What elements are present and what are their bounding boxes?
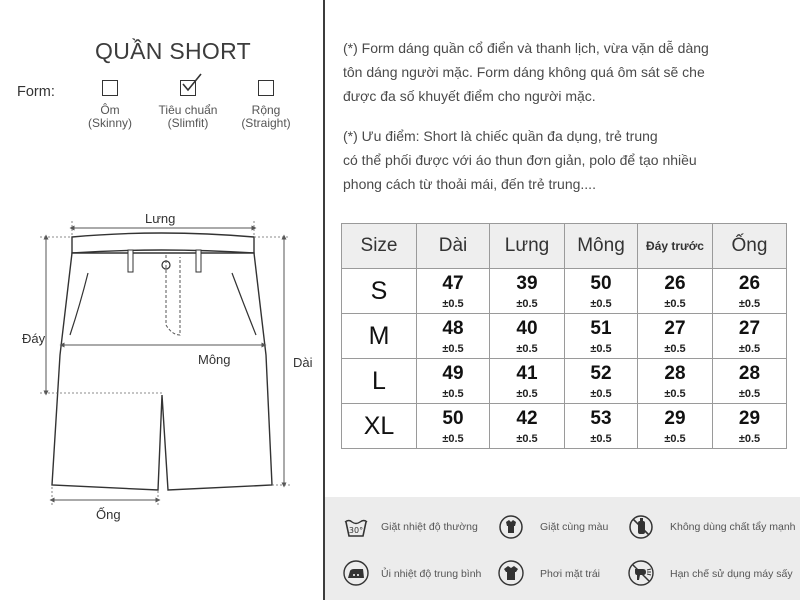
tolerance: ±0.5 — [664, 343, 686, 355]
value-cell — [565, 404, 638, 449]
value-cell — [417, 314, 490, 359]
tolerance: ±0.5 — [738, 298, 761, 310]
header-front-rise: Đáy trước — [638, 224, 713, 269]
value: 27 — [664, 318, 686, 339]
value-cell — [417, 404, 490, 449]
value-cell — [638, 359, 713, 404]
size-cell: L — [342, 359, 417, 404]
care-label: Giặt cùng màu — [540, 521, 609, 533]
header-length: Dài — [417, 224, 490, 269]
label-waist: Lưng — [145, 211, 176, 226]
tolerance: ±0.5 — [516, 298, 538, 310]
checkbox-straight — [258, 80, 274, 96]
value: 47 — [442, 273, 464, 294]
svg-text:30°: 30° — [348, 526, 364, 535]
tolerance: ±0.5 — [442, 298, 464, 310]
value: 41 — [516, 363, 538, 384]
tolerance: ±0.5 — [738, 343, 761, 355]
value-cell — [417, 359, 490, 404]
care-instructions-panel — [325, 497, 800, 600]
description-line: tôn dáng người mặc. Form dáng không quá ôm sát sẽ che — [343, 64, 705, 80]
tolerance: ±0.5 — [516, 433, 538, 445]
tolerance: ±0.5 — [442, 388, 464, 400]
form-option-subname: (Skinny) — [87, 116, 132, 130]
value-cell — [490, 269, 565, 314]
value-cell — [638, 314, 713, 359]
shorts-outline — [52, 253, 272, 490]
description-line: có thể phối được với áo thun đơn giản, polo để tạo nhiều — [343, 152, 697, 168]
form-option-name: Tiêu chuẩn — [158, 103, 218, 117]
value: 51 — [590, 318, 612, 339]
form-option-name: Ôm — [100, 103, 120, 117]
label-hip: Mông — [198, 352, 231, 367]
description-line: (*) Ưu điểm: Short là chiếc quần đa dụng, trẻ trung — [343, 128, 658, 144]
value-cell — [490, 359, 565, 404]
value-cell — [565, 314, 638, 359]
table-row — [342, 269, 787, 314]
value: 28 — [738, 363, 761, 384]
size-cell: S — [342, 269, 417, 314]
care-label: Giặt nhiệt độ thường — [381, 521, 478, 533]
value: 26 — [664, 273, 686, 294]
value: 29 — [664, 408, 686, 429]
tolerance: ±0.5 — [590, 388, 612, 400]
table-row — [342, 404, 787, 449]
care-label: Hạn chế sử dụng máy sấy — [670, 568, 793, 580]
tolerance: ±0.5 — [738, 433, 761, 445]
tolerance: ±0.5 — [442, 343, 464, 355]
label-leg: Ống — [96, 507, 121, 522]
checkbox-skinny — [102, 80, 118, 96]
form-option-subname: (Straight) — [241, 116, 291, 130]
tolerance: ±0.5 — [516, 388, 538, 400]
value: 52 — [590, 363, 612, 384]
care-label: Không dùng chất tẩy mạnh — [670, 521, 796, 533]
wash-same-color-icon — [498, 514, 524, 540]
value-cell — [565, 269, 638, 314]
wash-30-icon — [343, 514, 369, 540]
waistband — [72, 233, 254, 253]
dry-inside-out-icon — [498, 560, 524, 586]
tolerance: ±0.5 — [664, 388, 686, 400]
header-waist: Lưng — [490, 224, 565, 269]
value-cell — [565, 359, 638, 404]
value-cell — [713, 404, 787, 449]
value: 53 — [590, 408, 612, 429]
header-size: Size — [342, 224, 417, 269]
description-line: phong cách từ thoải mái, đến trẻ trung.... — [343, 176, 596, 192]
tolerance: ±0.5 — [516, 343, 538, 355]
value: 39 — [516, 273, 538, 294]
table-row — [342, 314, 787, 359]
value: 48 — [442, 318, 464, 339]
size-cell: M — [342, 314, 417, 359]
tolerance: ±0.5 — [590, 433, 612, 445]
value: 28 — [664, 363, 686, 384]
value-cell — [713, 269, 787, 314]
description-line: (*) Form dáng quần cổ điển và thanh lịch, vừa vặn dễ dàng — [343, 40, 709, 56]
form-option-name: Rộng — [251, 103, 281, 117]
care-label: Phơi mặt trái — [540, 568, 600, 580]
header-leg-opening: Ống — [713, 224, 787, 269]
form-option-straight — [216, 80, 316, 130]
size-table — [341, 223, 787, 449]
tolerance: ±0.5 — [590, 298, 612, 310]
value-cell — [490, 314, 565, 359]
value-cell — [713, 314, 787, 359]
tolerance: ±0.5 — [664, 433, 686, 445]
advantage-description — [343, 124, 793, 196]
no-bleach-icon — [628, 514, 654, 540]
tolerance: ±0.5 — [590, 343, 612, 355]
value: 29 — [738, 408, 761, 429]
form-option-subname: (Slimfit) — [167, 116, 209, 130]
shorts-diagram — [0, 195, 322, 535]
description-line: được đa số khuyết điểm cho người mặc. — [343, 88, 596, 104]
checkbox-slimfit — [180, 80, 196, 96]
value: 26 — [738, 273, 761, 294]
care-label: Ủi nhiệt độ trung bình — [381, 568, 482, 580]
tolerance: ±0.5 — [664, 298, 686, 310]
limit-dryer-icon — [628, 560, 654, 586]
size-cell: XL — [342, 404, 417, 449]
value: 42 — [516, 408, 538, 429]
product-title: QUẦN SHORT — [95, 38, 251, 64]
iron-medium-icon — [343, 560, 369, 586]
header-hip: Mông — [565, 224, 638, 269]
value: 27 — [738, 318, 761, 339]
value-cell — [638, 404, 713, 449]
label-crotch: Đáy — [22, 331, 46, 346]
value: 50 — [590, 273, 612, 294]
table-row — [342, 359, 787, 404]
form-label: Form: — [17, 84, 55, 100]
value: 49 — [442, 363, 464, 384]
tolerance: ±0.5 — [738, 388, 761, 400]
value-cell — [417, 269, 490, 314]
checkmark-icon — [179, 71, 205, 97]
value-cell — [490, 404, 565, 449]
form-description — [343, 36, 793, 108]
tolerance: ±0.5 — [442, 433, 464, 445]
value-cell — [638, 269, 713, 314]
value-cell — [713, 359, 787, 404]
value: 50 — [442, 408, 464, 429]
table-header-row — [342, 224, 787, 269]
value: 40 — [516, 318, 538, 339]
label-length: Dài — [293, 355, 313, 370]
